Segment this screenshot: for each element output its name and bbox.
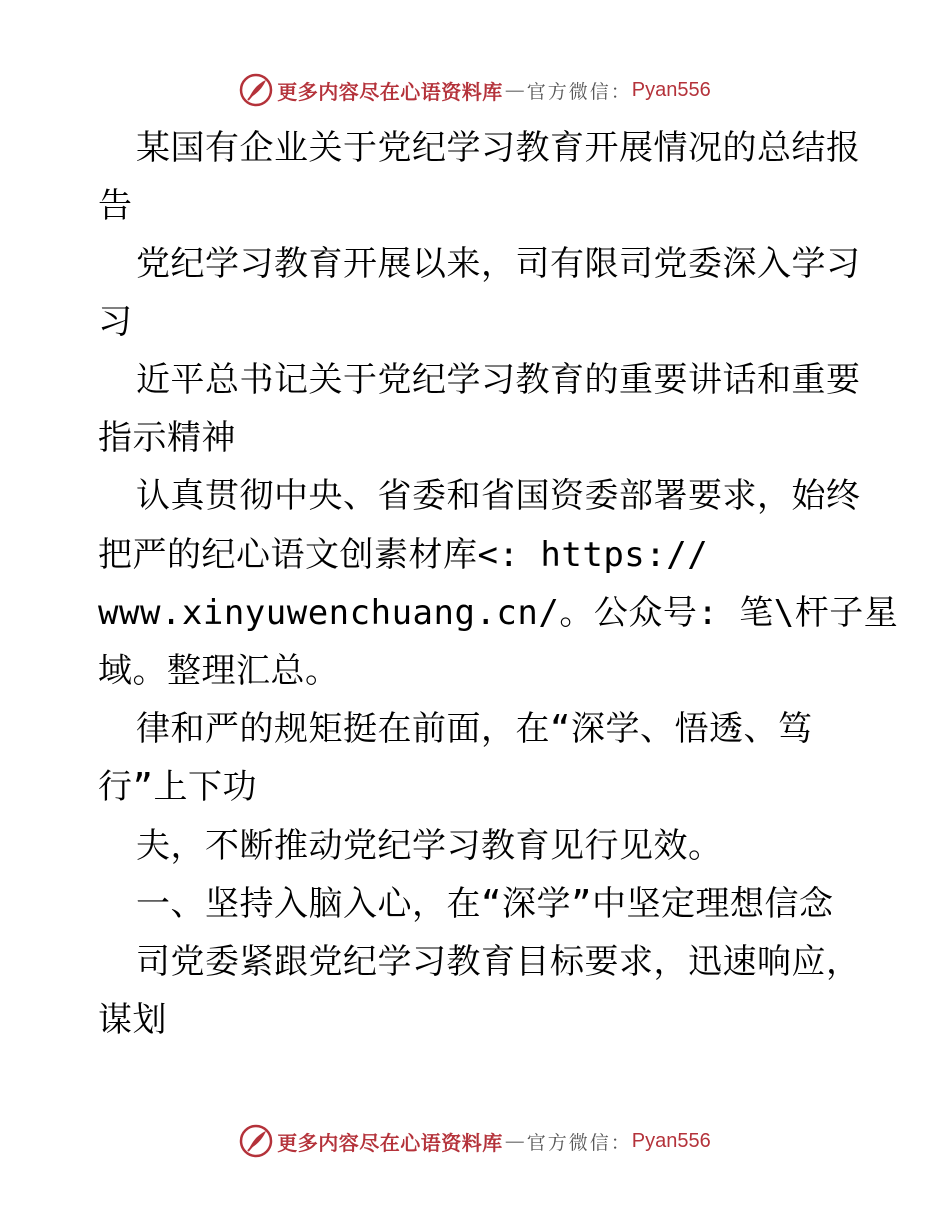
doc-paragraph-line: 律和严的规矩挺在前面，在“深学、悟透、笃 [136, 709, 813, 749]
doc-paragraph-line: 近平总书记关于党纪学习教育的重要讲话和重要 [136, 360, 861, 400]
doc-paragraph-line: 指示精神 [98, 418, 236, 458]
doc-paragraph-line: 司党委紧跟党纪学习教育目标要求，迅速响应， [136, 942, 861, 982]
watermark-contact-id: Pyan556 [631, 1129, 711, 1152]
watermark-separator: — [504, 78, 525, 102]
watermark-brand-text: 更多内容尽在心语资料库 [277, 1130, 503, 1155]
doc-title-line-1: 某国有企业关于党纪学习教育开展情况的总结报 [136, 128, 861, 168]
header-watermark-banner [0, 70, 950, 110]
doc-section-heading: 一、坚持入脑入心，在“深学”中坚定理想信念 [136, 884, 834, 924]
doc-paragraph-line: 夫，不断推动党纪学习教育见行见效。 [136, 826, 723, 866]
watermark-contact-label: 官方微信： [526, 1131, 632, 1154]
doc-paragraph-line: 党纪学习教育开展以来，司有限司党委深入学习 [136, 244, 861, 284]
feather-pen-logo-icon [239, 1124, 273, 1158]
doc-paragraph-line: 认真贯彻中央、省委和省国资委部署要求，始终 [136, 476, 861, 516]
watermark-brand-text: 更多内容尽在心语资料库 [277, 79, 503, 104]
doc-paragraph-line: 把严的纪心语文创素材库<: https:// [98, 535, 709, 575]
doc-title-line-2: 告 [98, 186, 133, 226]
watermark-contact-label: 官方微信： [526, 80, 632, 103]
doc-paragraph-line: 习 [98, 302, 133, 342]
watermark-contact-id: Pyan556 [631, 78, 711, 101]
doc-paragraph-line: 域。整理汇总。 [98, 651, 340, 691]
footer-watermark-banner [0, 1121, 950, 1161]
feather-pen-logo-icon [239, 73, 273, 107]
doc-paragraph-line: 行”上下功 [98, 767, 257, 807]
watermark-separator: — [504, 1129, 525, 1153]
doc-paragraph-line: www.xinyuwenchuang.cn/。公众号: 笔\杆子星 [98, 593, 899, 633]
doc-paragraph-line: 谋划 [98, 1000, 167, 1040]
